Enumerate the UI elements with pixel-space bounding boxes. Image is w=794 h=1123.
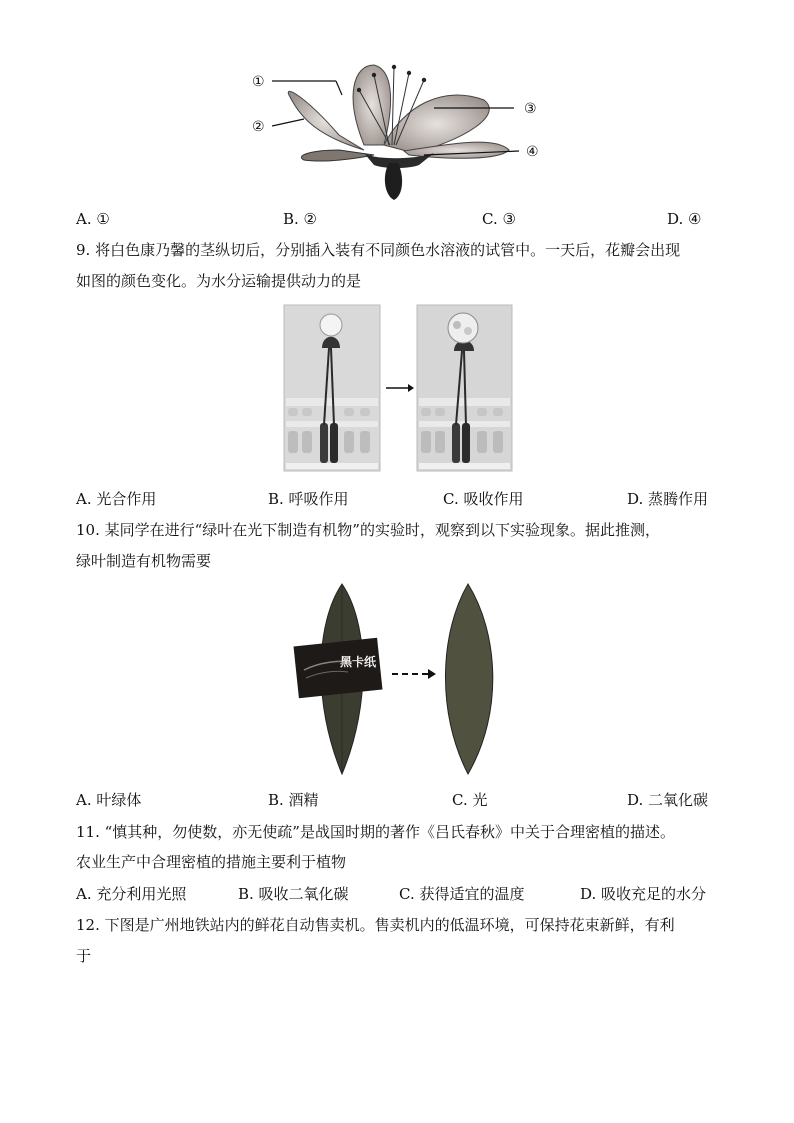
q10-option-d[interactable]: D. 二氧化碳: [627, 791, 709, 809]
black-card-label: 黑卡纸: [340, 655, 377, 669]
q11-option-d[interactable]: D. 吸收充足的水分: [580, 885, 707, 903]
q11-option-c[interactable]: C. 获得适宜的温度: [399, 885, 525, 903]
q11-stem-line2: 农业生产中合理密植的措施主要利于植物: [76, 853, 347, 871]
q10-option-c[interactable]: C. 光: [452, 791, 488, 809]
flower-diagram: [244, 55, 554, 205]
q10-option-a[interactable]: A. 叶绿体: [76, 791, 142, 809]
q9-stem-line2: 如图的颜色变化。为水分运输提供动力的是: [76, 272, 362, 290]
q8-option-d[interactable]: D. ④: [667, 210, 702, 228]
q10-stem-line2: 绿叶制造有机物需要: [76, 552, 212, 570]
q11-option-b[interactable]: B. 吸收二氧化碳: [238, 885, 349, 903]
q9-option-c[interactable]: C. 吸收作用: [443, 490, 524, 508]
q10-stem-line1: 10. 某同学在进行“绿叶在光下制造有机物”的实验时，观察到以下实验现象。据此推测，: [76, 521, 660, 539]
callout-4: ④: [526, 144, 539, 160]
q9-option-b[interactable]: B. 呼吸作用: [268, 490, 349, 508]
q9-stem-line1: 9. 将白色康乃馨的茎纵切后，分别插入装有不同颜色水溶液的试管中。一天后，花瓣会出现: [76, 241, 681, 259]
q11-option-a[interactable]: A. 充分利用光照: [76, 885, 187, 903]
q10-option-b[interactable]: B. 酒精: [268, 791, 319, 809]
q12-stem-line2: 于: [76, 947, 92, 965]
q11-stem-line1: 11. “慎其种，勿使数，亦无使疏”是战国时期的著作《吕氏春秋》中关于合理密植的描述。: [76, 823, 675, 841]
leaf-experiment-figure: [290, 582, 510, 777]
q9-option-a[interactable]: A. 光合作用: [76, 490, 157, 508]
q9-option-d[interactable]: D. 蒸腾作用: [627, 490, 709, 508]
callout-2: ②: [252, 119, 265, 135]
q12-stem-line1: 12. 下图是广州地铁站内的鲜花自动售卖机。售卖机内的低温环境，可保持花束新鲜，有利: [76, 916, 675, 934]
q8-option-a[interactable]: A. ①: [76, 210, 110, 228]
q8-option-c[interactable]: C. ③: [482, 210, 516, 228]
callout-1: ①: [252, 74, 265, 90]
carnation-experiment-photo: [282, 303, 514, 473]
callout-3: ③: [524, 101, 537, 117]
q8-option-b[interactable]: B. ②: [283, 210, 318, 228]
